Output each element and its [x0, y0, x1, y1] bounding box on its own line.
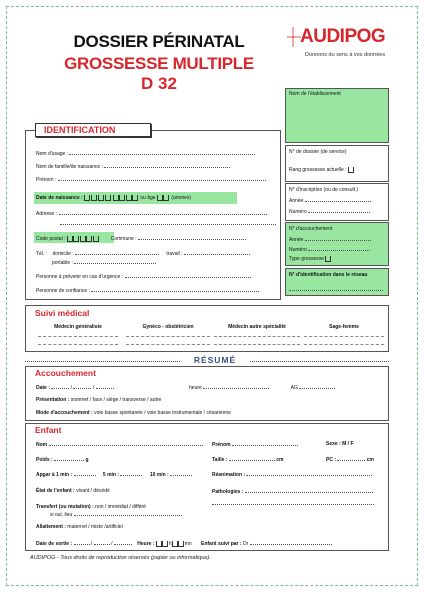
inscription-numero: Numéro	[289, 208, 370, 215]
apgar-5-field[interactable]	[120, 471, 142, 476]
taille-row[interactable]	[212, 456, 283, 463]
ou-age-label: ou âge	[140, 195, 156, 201]
apgar-10-label: 10 min :	[149, 472, 169, 478]
confiance-row[interactable]	[36, 287, 259, 294]
etablissement-box[interactable]	[285, 88, 389, 143]
acc-heure-label: heure	[189, 385, 202, 391]
si-oui-field[interactable]	[74, 511, 182, 516]
presentation-options[interactable]: sommet / face / siège / transverse / autre	[70, 397, 162, 403]
suivi-field-2b[interactable]	[126, 344, 210, 345]
allaitement-options[interactable]: maternel / mixte /artificiel	[67, 524, 123, 530]
suivi-medical-title: Suivi médical	[35, 308, 90, 318]
pathologies-row[interactable]	[212, 488, 373, 495]
presentation-row[interactable]	[36, 397, 161, 403]
taille-field[interactable]	[229, 456, 275, 461]
col-gyneco: Gynéco - obstétricien	[142, 324, 194, 330]
inscription-label: N° d'inscription (ou de consult.)	[289, 187, 359, 193]
apgar-5-label: 5 min :	[102, 472, 120, 478]
sortie-heure-label: Heure :	[137, 541, 155, 547]
apgar-1-field[interactable]	[74, 471, 96, 476]
date-naissance-row[interactable]	[36, 195, 191, 201]
mode-label: Mode d'accouchement :	[36, 410, 93, 416]
accouchement-title: Accouchement	[35, 368, 96, 378]
adresse-row[interactable]	[36, 210, 267, 217]
footer-copyright: AUDIPOG - Tous droits de reproduction réservés (papier ou informatique).	[30, 555, 211, 561]
enfant-prenom-field[interactable]	[232, 441, 298, 446]
acc-date-day[interactable]	[51, 384, 69, 389]
si-oui-label: si oui, lieu	[50, 512, 73, 518]
reanimation-label: Réanimation :	[212, 472, 246, 478]
transfert-label: Transfert (ou mutation) :	[36, 504, 94, 510]
taille-label: Taille :	[212, 457, 228, 463]
id-reseau-box[interactable]	[285, 268, 389, 296]
apgar-10-field[interactable]	[170, 471, 192, 476]
rang-label: Rang grossesse actuelle :	[289, 167, 354, 173]
pathologies-field[interactable]	[245, 488, 373, 493]
pc-label: PC :	[326, 457, 336, 463]
pc-unit: cm	[366, 457, 375, 463]
urgence-label: Personne à prévenir en cas d'urgence :	[36, 274, 124, 280]
col-medecin-generaliste: Médecin généraliste	[54, 324, 102, 330]
accouchement-numero: Numéro	[289, 246, 370, 253]
suivi-field-2a[interactable]	[126, 336, 210, 337]
portable-row[interactable]	[52, 259, 156, 266]
suivi-field-3a[interactable]	[214, 336, 300, 337]
nom-usage-row[interactable]	[36, 150, 255, 157]
type-grossesse-label: Type grossesse	[289, 256, 332, 262]
audipog-logo: AUDIPOG	[300, 26, 386, 47]
portable-label: portable :	[52, 260, 73, 266]
enfant-nom-row[interactable]	[36, 441, 203, 448]
suivi-field-1b[interactable]	[38, 344, 118, 345]
prenom-label: Prénom :	[36, 177, 57, 183]
poids-field[interactable]	[54, 456, 84, 461]
inscription-box[interactable]	[285, 183, 389, 221]
allaitement-label: Allaitement :	[36, 524, 67, 530]
domicile-label: domicile :	[52, 251, 74, 257]
enfant-prenom-label: Prénom	[212, 442, 231, 448]
urgence-row[interactable]	[36, 273, 251, 280]
title-dossier-perinatal: DOSSIER PÉRINATAL	[73, 32, 245, 51]
title-grossesse-multiple: GROSSESSE MULTIPLE	[64, 54, 254, 73]
travail-field[interactable]	[184, 250, 250, 255]
portable-field[interactable]	[74, 259, 156, 264]
nom-usage-field[interactable]	[69, 150, 255, 155]
enfant-nom-label: Nom	[36, 442, 48, 448]
travail-label: travail :	[166, 251, 183, 257]
pathologies-label: Pathologies :	[212, 489, 244, 495]
code-postal-cells[interactable]	[67, 236, 100, 242]
type-grossesse-cells[interactable]	[325, 256, 332, 262]
col-sage-femme: Sage-femme	[329, 324, 359, 330]
identification-title: IDENTIFICATION	[35, 123, 151, 137]
allaitement-row[interactable]	[36, 524, 123, 530]
id-reseau-field[interactable]	[289, 286, 383, 291]
inscription-annee: Année	[289, 197, 371, 204]
poids-unit: g	[85, 457, 89, 463]
adresse-field[interactable]	[59, 210, 267, 215]
nom-famille-row[interactable]	[36, 163, 230, 170]
acc-ag-label: AG	[290, 385, 298, 391]
nom-famille-label: Nom de famille/de naissance :	[36, 164, 103, 170]
dossier-box[interactable]	[285, 145, 389, 182]
date-naissance-label: Date de naissance :	[36, 195, 83, 201]
reanimation-field[interactable]	[246, 471, 372, 476]
sortie-month[interactable]	[94, 540, 110, 545]
acc-date-label: Date :	[36, 385, 50, 391]
domicile-field[interactable]	[75, 250, 159, 255]
acc-ag-field[interactable]	[299, 384, 335, 389]
adresse-field-2[interactable]	[60, 220, 276, 225]
etat-options[interactable]: vivant / décédé	[76, 488, 110, 494]
suivi-field-3b[interactable]	[214, 344, 300, 345]
resume-divider-left	[25, 361, 180, 362]
poids-row[interactable]	[36, 456, 89, 463]
nom-famille-field[interactable]	[104, 163, 230, 168]
tel-row[interactable]	[36, 250, 250, 257]
mode-row[interactable]	[36, 410, 231, 416]
code-postal-label: Code postal :	[36, 236, 66, 242]
accouchement-box[interactable]	[285, 222, 389, 266]
etat-row[interactable]	[36, 488, 110, 494]
urgence-field[interactable]	[125, 273, 251, 278]
dossier-label: N° de dossier (de service)	[289, 149, 347, 155]
reanimation-row[interactable]	[212, 471, 372, 478]
etat-label: État de l'enfant :	[36, 488, 75, 494]
presentation-label: Présentation :	[36, 397, 70, 403]
acc-date-month[interactable]	[73, 384, 91, 389]
acc-date-row[interactable]: Date : / / heure AG	[36, 384, 335, 391]
prenom-row[interactable]	[36, 176, 266, 183]
title-form-code: D 32	[141, 74, 177, 93]
commune-label: Commune :	[110, 236, 137, 242]
taille-unit: cm	[276, 457, 284, 463]
acc-date-year[interactable]	[96, 384, 114, 389]
transfert-options[interactable]: non / immédiat / différé	[95, 504, 146, 510]
tel-label: Tél. :	[36, 251, 48, 257]
date-naissance-cells[interactable]	[84, 195, 97, 201]
dr-label: Dr	[242, 541, 249, 547]
commune-field[interactable]	[138, 235, 246, 240]
etablissement-label: Nom de l'établissement	[289, 91, 341, 97]
accouchement-annee: Année	[289, 236, 371, 243]
apgar-row[interactable]	[36, 471, 192, 478]
sortie-minute-cells[interactable]	[172, 541, 185, 547]
sortie-day[interactable]	[74, 540, 90, 545]
poids-label: Poids :	[36, 457, 53, 463]
suivi-par-label: Enfant suivi par :	[201, 541, 242, 547]
mode-options[interactable]: voie basse spontanée / voie basse instrumentale / césarienne	[94, 410, 231, 416]
resume-title: RÉSUMÉ	[193, 355, 237, 365]
prenom-field[interactable]	[58, 176, 266, 181]
code-postal-row[interactable]	[36, 235, 246, 242]
si-oui-row[interactable]	[50, 511, 182, 518]
col-autre-specialite: Médecin autre spécialité	[228, 324, 286, 330]
enfant-title: Enfant	[35, 425, 62, 435]
suivi-field-1a[interactable]	[38, 336, 118, 337]
sortie-mn-label: mn	[184, 541, 192, 547]
pc-field[interactable]	[337, 456, 365, 461]
transfert-row[interactable]	[36, 504, 146, 510]
pc-row[interactable]	[326, 456, 374, 463]
confiance-field[interactable]	[91, 287, 259, 292]
resume-divider-right	[250, 361, 389, 362]
suivi-field-4b[interactable]	[304, 344, 384, 345]
suivi-field-4a[interactable]	[304, 336, 384, 337]
rang-cells[interactable]	[348, 167, 355, 173]
date-sortie-label: Date de sortie :	[36, 541, 73, 547]
nom-usage-label: Nom d'usage :	[36, 151, 69, 157]
enfant-prenom-row[interactable]	[212, 441, 298, 448]
suivi-par-field[interactable]	[250, 540, 332, 545]
sortie-year[interactable]	[114, 540, 132, 545]
annees-label: (années)	[171, 195, 192, 201]
age-cells[interactable]	[157, 195, 170, 201]
id-reseau-label: N° d'identification dans le réseau	[289, 272, 368, 278]
enfant-sexe[interactable]: Sexe : M / F	[326, 441, 354, 447]
accouchement-label: N° d'accouchement	[289, 226, 333, 232]
confiance-label: Personne de confiance :	[36, 288, 90, 294]
sortie-heure-cells[interactable]	[156, 541, 169, 547]
enfant-nom-field[interactable]	[49, 441, 203, 446]
audipog-tagline: Donnons du sens à vos données	[305, 52, 386, 58]
acc-heure-field[interactable]	[203, 384, 269, 389]
sortie-row[interactable]: Date de sortie : / / Heure : h mn Enfant suivi par : Dr	[36, 540, 332, 547]
pathologies-field-2[interactable]	[212, 500, 374, 505]
apgar-label: Apgar à 1 min :	[36, 472, 73, 478]
adresse-label: Adresse :	[36, 211, 58, 217]
